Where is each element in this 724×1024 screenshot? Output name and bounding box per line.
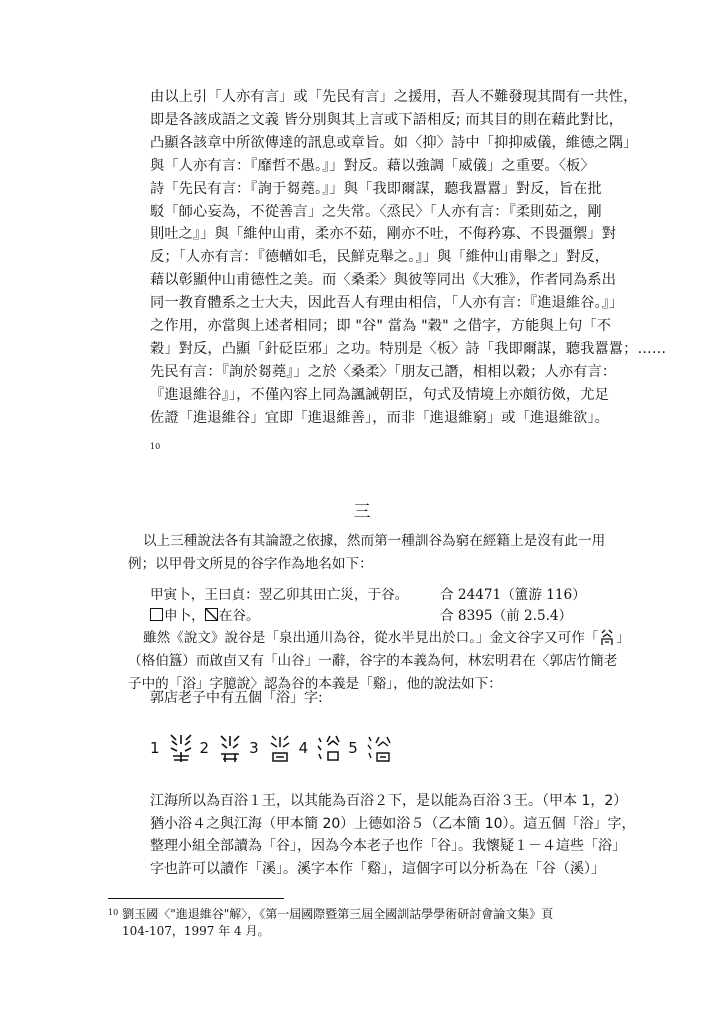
bamboo-yu-character-1-icon: [168, 732, 194, 764]
bamboo-yu-character-3-icon: [267, 732, 293, 764]
bamboo-yu-character-2-icon: [217, 732, 243, 764]
char-item: [200, 732, 244, 764]
paragraph-2-line-2: （格伯簋）而啟卣又有「山谷」一辭，谷字的本義為何，林宏明君在〈郭店竹簡老: [128, 652, 618, 669]
footnote-line-1: [108, 904, 553, 923]
inscription-text: [150, 606, 260, 627]
footnote-divider: [108, 898, 284, 899]
inscription-text-part-2: 在谷。: [218, 608, 260, 624]
quoted-passage: [150, 86, 667, 430]
char-item: [150, 732, 194, 764]
bamboo-yu-character-4-icon: [316, 732, 342, 764]
quoted-explanation: [150, 790, 636, 880]
quoted-intro: 郭店老子中有五個「浴」字:: [150, 690, 323, 706]
bamboo-character-row: [150, 728, 398, 768]
footnote-text: 劉玉國〈"進退維谷"解〉，《第一屆國際暨第三屆全國訓詁學學術研討會論文集》頁: [122, 907, 554, 921]
inscription-reference: 合 24471（簠游 116）: [440, 587, 586, 603]
inscription-text-part-1: 申卜，: [164, 608, 205, 624]
char-number: 1: [150, 739, 160, 757]
explanation-line: 整理小組全部讀為「谷」，因為今本老子也作「谷」。我懷疑１－４這些「浴」: [150, 838, 626, 855]
paragraph-1: [128, 530, 605, 576]
char-number: 5: [348, 739, 358, 757]
char-item: [299, 732, 343, 764]
quote-line: 凸顯各該章中所欲傳達的訊息或章旨。如〈抑〉詩中「抑抑威儀，維德之隅」: [150, 134, 638, 151]
paragraph-2: [128, 627, 630, 695]
inscription-text: 甲寅卜，王曰貞：翌乙卯其田亡災，于谷。: [150, 587, 409, 603]
footnote-line-2: 104-107，1997 年 4 月。: [122, 924, 270, 938]
footnote-number: 10: [108, 908, 119, 917]
section-heading: 三: [353, 502, 371, 522]
explanation-line: 江海所以為百浴１王，以其能為百浴２下，是以能為百浴３王。（甲本 1，2）: [150, 793, 628, 809]
paragraph-1-line-2: 例；以甲骨文所見的谷字作為地名如下：: [128, 555, 373, 572]
paragraph-2-line-1-text: 雖然《說文》說谷是「泉出通川為谷，從水半見出於口。」金文谷字又可作「: [143, 630, 599, 646]
quote-line: 同一教育體系之士大夫，因此吾人有理由相信，「人亦有言：『進退維谷。』」: [150, 295, 624, 312]
char-item: [348, 732, 392, 764]
char-number: 2: [199, 739, 210, 757]
bronze-gu-character-icon: [600, 628, 614, 646]
char-number: 4: [298, 739, 309, 757]
bamboo-yu-character-5-icon: [366, 732, 392, 764]
quote-line: 與「人亦有言：『靡哲不愚。』」對反。藉以強調「威儀」之重要。〈板〉: [150, 157, 595, 174]
damaged-character-box-icon: [205, 608, 218, 621]
quote-line: 之作用，亦當與上述者相同；即 "谷" 當為 "穀" 之借字，方能與上句「不: [150, 318, 612, 335]
quote-line: 詩「先民有言：『詢于芻蕘。』」與「我即爾謀，聽我囂囂」對反，旨在批: [150, 180, 602, 197]
char-item: [249, 732, 293, 764]
explanation-line: 字也許可以讀作「溪」。溪字本作「谿」，這個字可以分析為在「谷（溪）」: [150, 860, 605, 877]
quote-line: 由以上引「人亦有言」或「先民有言」之援用，吾人不難發現其間有一共性，: [150, 89, 638, 105]
quote-line: 佐證「進退維谷」宜即「進退維善」，而非「進退維窮」或「進退維欲」。: [150, 409, 609, 426]
footnote: [108, 904, 553, 940]
quote-line: 反；「人亦有言：『德輶如毛，民鮮克舉之。』」與「維仲山甫舉之」對反，: [150, 249, 610, 266]
quote-line: 駁「師心妄為，不從善言」之失常。〈烝民〉「人亦有言：『柔則茹之，剛: [150, 203, 602, 220]
paragraph-1-line-1: 以上三種說法各有其論證之依據，然而第一種訓谷為窮在經籍上是沒有此一用: [143, 533, 606, 549]
quote-line: 藉以彰顯仲山甫德性之美。而〈桑柔〉與彼等同出《大雅》，作者同為系出: [150, 272, 617, 289]
paragraph-2-line-3: 子中的「浴」字臆說〉認為谷的本義是「谿」，他的說法如下：: [128, 675, 502, 692]
quote-line: 則吐之』」與「維仲山甫，柔亦不茹，剛亦不吐，不侮矜寡、不畏彊禦」對: [150, 226, 617, 243]
inscription-reference: 合 8395（前 2.5.4）: [440, 608, 573, 624]
footnote-marker: 10: [150, 442, 161, 451]
paragraph-2-line-1-close: 」: [616, 630, 630, 646]
paragraph-2-line-1: [128, 627, 630, 650]
explanation-line: 猶小浴４之與江海（甲本簡 20）上德如浴５（乙本簡 10）。這五個「浴」字，: [150, 815, 636, 832]
quote-line: 先民有言：『詢於芻蕘』」之於〈桑柔〉「朋友己譖，相相以穀；人亦有言：: [150, 363, 617, 380]
missing-character-box-icon: [150, 608, 163, 621]
quote-line: 穀」對反，凸顯「針砭臣邪」之功。特別是〈板〉詩「我即爾謀，聽我囂囂；……: [150, 340, 667, 357]
quote-line: 『進退維谷』」，不僅內容上同為諷誡朝臣，句式及情境上亦頗彷傚，尤足: [150, 386, 609, 403]
quote-line: 即是各該成語之文義 皆分別與其上言或下語相反; 而其目的則在藉此對比，: [150, 111, 624, 128]
char-number: 3: [249, 739, 259, 757]
